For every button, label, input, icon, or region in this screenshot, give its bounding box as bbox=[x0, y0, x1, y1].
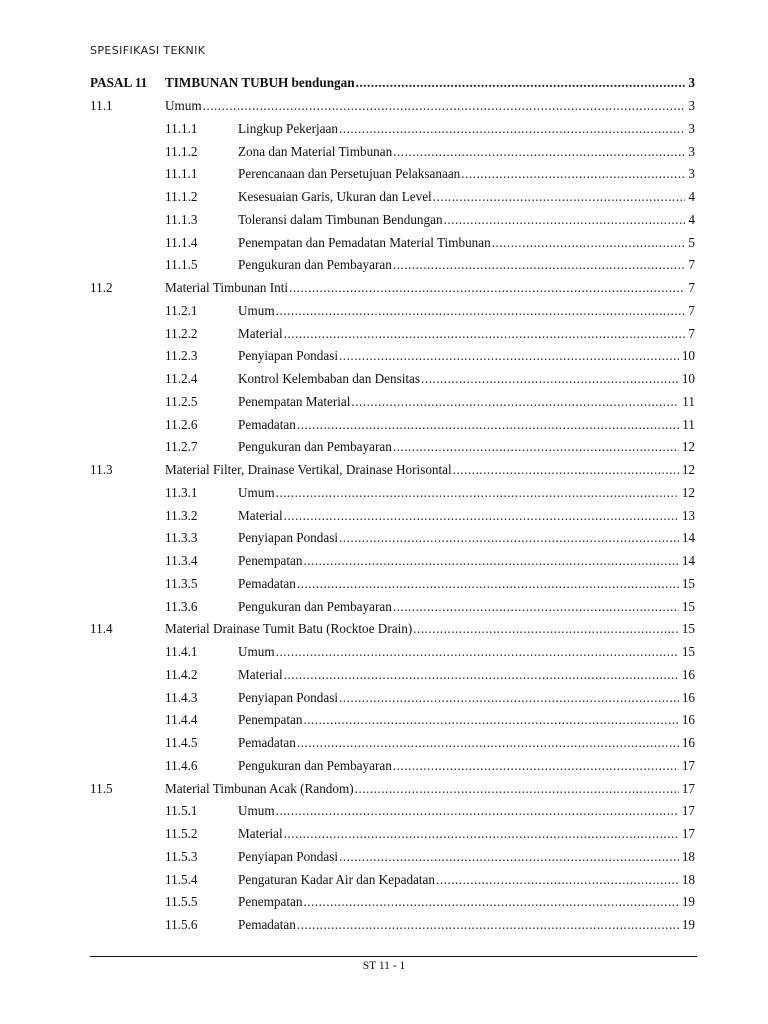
toc-dot-leader bbox=[355, 781, 679, 797]
toc-entry-number: 11.3.5 bbox=[165, 575, 198, 591]
toc-entry-title: Penyiapan Pondasi bbox=[238, 689, 338, 705]
toc-entry-number: 11.1 bbox=[90, 98, 113, 114]
toc-entry-number: 11.4.6 bbox=[165, 757, 198, 773]
toc-entry-title: Umum bbox=[165, 98, 202, 114]
toc-dot-leader bbox=[436, 872, 679, 888]
toc-entry[interactable] bbox=[90, 664, 695, 687]
toc-entry[interactable] bbox=[90, 163, 695, 186]
toc-dot-leader bbox=[393, 257, 686, 273]
toc-entry-page: 18 bbox=[679, 872, 695, 888]
toc-dot-leader bbox=[339, 348, 679, 364]
toc-entry[interactable] bbox=[90, 823, 695, 846]
toc-entry-page: 18 bbox=[679, 849, 695, 865]
toc-entry[interactable] bbox=[90, 231, 695, 254]
toc-entry-title: Penyiapan Pondasi bbox=[238, 530, 338, 546]
toc-entry-title: Pemadatan bbox=[238, 416, 296, 432]
toc-entry-title: Material bbox=[238, 666, 283, 682]
toc-entry-title: Lingkup Pekerjaan bbox=[238, 120, 338, 136]
toc-entry-page: 12 bbox=[679, 485, 695, 501]
toc-dot-leader bbox=[421, 371, 679, 387]
toc-entry-page: 12 bbox=[679, 439, 695, 455]
toc-entry-title: Pengaturan Kadar Air dan Kepadatan bbox=[238, 871, 436, 887]
toc-entry-title: Pengukuran dan Pembayaran bbox=[238, 598, 392, 614]
toc-dot-leader bbox=[339, 530, 679, 546]
toc-entry-page: 4 bbox=[685, 189, 695, 205]
toc-entry-number: 11.2.4 bbox=[165, 371, 198, 387]
toc-entry-number: 11.3.6 bbox=[165, 598, 198, 614]
toc-dot-leader bbox=[284, 826, 679, 842]
toc-entry-page: 11 bbox=[679, 417, 695, 433]
toc-entry-number: 11.2.6 bbox=[165, 416, 198, 432]
toc-entry-number: 11.2.3 bbox=[165, 348, 198, 364]
toc-entry[interactable] bbox=[90, 641, 695, 664]
toc-entry-title: TIMBUNAN TUBUH bendungan bbox=[165, 75, 355, 91]
toc-dot-leader bbox=[297, 917, 679, 933]
toc-entry-number: 11.3.4 bbox=[165, 553, 198, 569]
toc-entry-number: 11.1.4 bbox=[165, 234, 198, 250]
toc-entry-page: 7 bbox=[685, 303, 695, 319]
toc-entry-number: 11.2.2 bbox=[165, 325, 198, 341]
toc-dot-leader bbox=[303, 894, 678, 910]
toc-entry[interactable] bbox=[90, 618, 695, 641]
toc-entry[interactable] bbox=[90, 709, 695, 732]
toc-entry-number: 11.1.1 bbox=[165, 120, 198, 136]
toc-entry-page: 16 bbox=[679, 667, 695, 683]
toc-entry-title: Kontrol Kelembaban dan Densitas bbox=[238, 371, 421, 387]
toc-entry[interactable] bbox=[90, 686, 695, 709]
toc-entry-page: 10 bbox=[679, 371, 695, 387]
toc-entry-page: 19 bbox=[679, 894, 695, 910]
toc-entry[interactable] bbox=[90, 209, 695, 232]
toc-entry-title: Material Drainase Tumit Batu (Rocktoe Drain) bbox=[165, 621, 413, 637]
toc-entry-title: Umum bbox=[238, 484, 275, 500]
toc-entry[interactable] bbox=[90, 914, 695, 937]
toc-entry-number: 11.5.2 bbox=[165, 826, 198, 842]
table-of-contents bbox=[90, 72, 695, 937]
toc-entry-number: 11.1.2 bbox=[165, 143, 198, 159]
toc-entry[interactable] bbox=[90, 186, 695, 209]
toc-entry-title: Material Filter, Drainase Vertikal, Drainase Horisontal bbox=[165, 462, 452, 478]
toc-dot-leader bbox=[351, 394, 679, 410]
toc-entry-page: 11 bbox=[679, 394, 695, 410]
toc-dot-leader bbox=[276, 303, 686, 319]
toc-entry-title: Penempatan bbox=[238, 894, 303, 910]
toc-entry[interactable] bbox=[90, 891, 695, 914]
toc-dot-leader bbox=[276, 644, 679, 660]
toc-entry-title: Penempatan dan Pemadatan Material Timbunan bbox=[238, 234, 491, 250]
toc-dot-leader bbox=[413, 621, 679, 637]
toc-entry-title: Penyiapan Pondasi bbox=[238, 848, 338, 864]
toc-entry-title: Material bbox=[238, 826, 283, 842]
toc-entry-number: 11.1.1 bbox=[165, 166, 198, 182]
toc-entry[interactable] bbox=[90, 573, 695, 596]
toc-entry-title: Kesesuaian Garis, Ukuran dan Level bbox=[238, 189, 432, 205]
toc-entry[interactable] bbox=[90, 72, 695, 95]
toc-entry-page: 15 bbox=[679, 621, 695, 637]
toc-entry-number: 11.5 bbox=[90, 780, 113, 796]
toc-entry-title: Zona dan Material Timbunan bbox=[238, 143, 393, 159]
toc-entry[interactable] bbox=[90, 118, 695, 141]
toc-entry-page: 5 bbox=[685, 235, 695, 251]
toc-dot-leader bbox=[297, 735, 679, 751]
toc-entry[interactable] bbox=[90, 550, 695, 573]
toc-entry-number: 11.5.1 bbox=[165, 803, 198, 819]
toc-entry-number: PASAL 11 bbox=[90, 75, 148, 91]
toc-entry-page: 7 bbox=[685, 280, 695, 296]
toc-entry-title: Umum bbox=[238, 644, 275, 660]
toc-dot-leader bbox=[284, 326, 686, 342]
toc-entry-page: 16 bbox=[679, 735, 695, 751]
toc-entry[interactable] bbox=[90, 436, 695, 459]
toc-entry-number: 11.5.4 bbox=[165, 871, 198, 887]
toc-entry-page: 15 bbox=[679, 599, 695, 615]
page-header: SPESIFIKASI TEKNIK bbox=[90, 44, 206, 57]
toc-dot-leader bbox=[297, 576, 679, 592]
toc-entry-page: 17 bbox=[679, 826, 695, 842]
toc-entry-number: 11.4.5 bbox=[165, 735, 198, 751]
toc-entry-title: Material Timbunan Acak (Random) bbox=[165, 780, 354, 796]
toc-dot-leader bbox=[303, 712, 678, 728]
toc-dot-leader bbox=[393, 144, 685, 160]
toc-entry[interactable] bbox=[90, 846, 695, 869]
toc-entry[interactable] bbox=[90, 482, 695, 505]
toc-entry-number: 11.2.1 bbox=[165, 302, 198, 318]
toc-entry-title: Penyiapan Pondasi bbox=[238, 348, 338, 364]
toc-entry-page: 19 bbox=[679, 917, 695, 933]
toc-entry-number: 11.4.4 bbox=[165, 712, 198, 728]
toc-entry[interactable] bbox=[90, 527, 695, 550]
toc-entry[interactable] bbox=[90, 868, 695, 891]
toc-entry-number: 11.4 bbox=[90, 621, 113, 637]
toc-entry-page: 3 bbox=[685, 121, 695, 137]
toc-entry-number: 11.5.6 bbox=[165, 917, 198, 933]
toc-entry-page: 7 bbox=[685, 257, 695, 273]
toc-entry[interactable] bbox=[90, 777, 695, 800]
toc-entry-title: Umum bbox=[238, 302, 275, 318]
toc-entry[interactable] bbox=[90, 95, 695, 118]
toc-entry-number: 11.1.2 bbox=[165, 189, 198, 205]
toc-entry-page: 15 bbox=[679, 576, 695, 592]
toc-dot-leader bbox=[276, 485, 679, 501]
toc-entry[interactable] bbox=[90, 755, 695, 778]
toc-dot-leader bbox=[303, 553, 678, 569]
toc-entry-title: Pengukuran dan Pembayaran bbox=[238, 257, 392, 273]
toc-dot-leader bbox=[339, 690, 679, 706]
toc-entry-number: 11.4.2 bbox=[165, 666, 198, 682]
toc-entry-title: Material bbox=[238, 507, 283, 523]
toc-entry[interactable] bbox=[90, 277, 695, 300]
toc-entry[interactable] bbox=[90, 800, 695, 823]
toc-dot-leader bbox=[339, 121, 685, 137]
toc-entry-page: 14 bbox=[679, 530, 695, 546]
toc-entry-title: Pemadatan bbox=[238, 735, 296, 751]
toc-entry-page: 14 bbox=[679, 553, 695, 569]
toc-entry-number: 11.1.5 bbox=[165, 257, 198, 273]
toc-entry-page: 17 bbox=[679, 781, 695, 797]
toc-entry-number: 11.5.3 bbox=[165, 848, 198, 864]
toc-entry[interactable] bbox=[90, 254, 695, 277]
toc-entry-number: 11.2 bbox=[90, 280, 113, 296]
toc-dot-leader bbox=[289, 280, 685, 296]
toc-dot-leader bbox=[276, 803, 679, 819]
toc-dot-leader bbox=[433, 189, 686, 205]
toc-entry-page: 3 bbox=[685, 144, 695, 160]
toc-dot-leader bbox=[356, 75, 686, 91]
toc-entry-title: Pengukuran dan Pembayaran bbox=[238, 757, 392, 773]
toc-dot-leader bbox=[203, 98, 686, 114]
toc-entry-page: 10 bbox=[679, 348, 695, 364]
toc-entry[interactable] bbox=[90, 413, 695, 436]
toc-entry-page: 17 bbox=[679, 803, 695, 819]
toc-entry[interactable] bbox=[90, 300, 695, 323]
toc-entry[interactable] bbox=[90, 504, 695, 527]
toc-entry-title: Pengukuran dan Pembayaran bbox=[238, 439, 392, 455]
toc-entry-page: 3 bbox=[685, 75, 695, 91]
toc-entry-page: 16 bbox=[679, 690, 695, 706]
toc-entry-page: 4 bbox=[685, 212, 695, 228]
toc-entry-number: 11.2.5 bbox=[165, 393, 198, 409]
toc-entry-title: Umum bbox=[238, 803, 275, 819]
toc-entry-title: Material Timbunan Inti bbox=[165, 280, 289, 296]
toc-dot-leader bbox=[393, 439, 679, 455]
toc-entry[interactable] bbox=[90, 140, 695, 163]
toc-dot-leader bbox=[461, 166, 685, 182]
toc-entry-page: 15 bbox=[679, 644, 695, 660]
page-footer: ST 11 - 1 bbox=[362, 960, 406, 972]
toc-entry-title: Toleransi dalam Timbunan Bendungan bbox=[238, 211, 443, 227]
toc-entry-page: 17 bbox=[679, 758, 695, 774]
toc-entry-title: Perencanaan dan Persetujuan Pelaksanaan bbox=[238, 166, 461, 182]
toc-entry[interactable] bbox=[90, 732, 695, 755]
toc-entry-number: 11.4.3 bbox=[165, 689, 198, 705]
toc-entry[interactable] bbox=[90, 459, 695, 482]
toc-entry-number: 11.3.3 bbox=[165, 530, 198, 546]
toc-entry-number: 11.3.2 bbox=[165, 507, 198, 523]
toc-entry-number: 11.4.1 bbox=[165, 644, 198, 660]
toc-dot-leader bbox=[393, 599, 679, 615]
toc-entry-title: Pemadatan bbox=[238, 917, 296, 933]
toc-entry-number: 11.1.3 bbox=[165, 211, 198, 227]
toc-entry[interactable] bbox=[90, 368, 695, 391]
toc-entry-title: Penempatan bbox=[238, 712, 303, 728]
toc-entry-page: 16 bbox=[679, 712, 695, 728]
toc-entry-number: 11.3 bbox=[90, 462, 113, 478]
toc-entry[interactable] bbox=[90, 345, 695, 368]
toc-entry-page: 13 bbox=[679, 508, 695, 524]
toc-entry-title: Pemadatan bbox=[238, 575, 296, 591]
toc-dot-leader bbox=[453, 462, 679, 478]
toc-entry-number: 11.2.7 bbox=[165, 439, 198, 455]
footer-divider bbox=[90, 956, 697, 957]
toc-dot-leader bbox=[284, 667, 679, 683]
toc-entry-number: 11.3.1 bbox=[165, 484, 198, 500]
toc-dot-leader bbox=[492, 235, 686, 251]
toc-entry[interactable] bbox=[90, 322, 695, 345]
toc-dot-leader bbox=[444, 212, 686, 228]
toc-entry[interactable] bbox=[90, 595, 695, 618]
toc-dot-leader bbox=[297, 417, 679, 433]
toc-entry-page: 3 bbox=[685, 166, 695, 182]
toc-entry[interactable] bbox=[90, 391, 695, 414]
toc-entry-title: Penempatan Material bbox=[238, 393, 351, 409]
toc-entry-page: 12 bbox=[679, 462, 695, 478]
toc-dot-leader bbox=[284, 508, 679, 524]
toc-entry-number: 11.5.5 bbox=[165, 894, 198, 910]
toc-entry-page: 7 bbox=[685, 326, 695, 342]
toc-entry-title: Penempatan bbox=[238, 553, 303, 569]
toc-entry-page: 3 bbox=[685, 98, 695, 114]
toc-dot-leader bbox=[393, 758, 679, 774]
toc-entry-title: Material bbox=[238, 325, 283, 341]
toc-dot-leader bbox=[339, 849, 679, 865]
